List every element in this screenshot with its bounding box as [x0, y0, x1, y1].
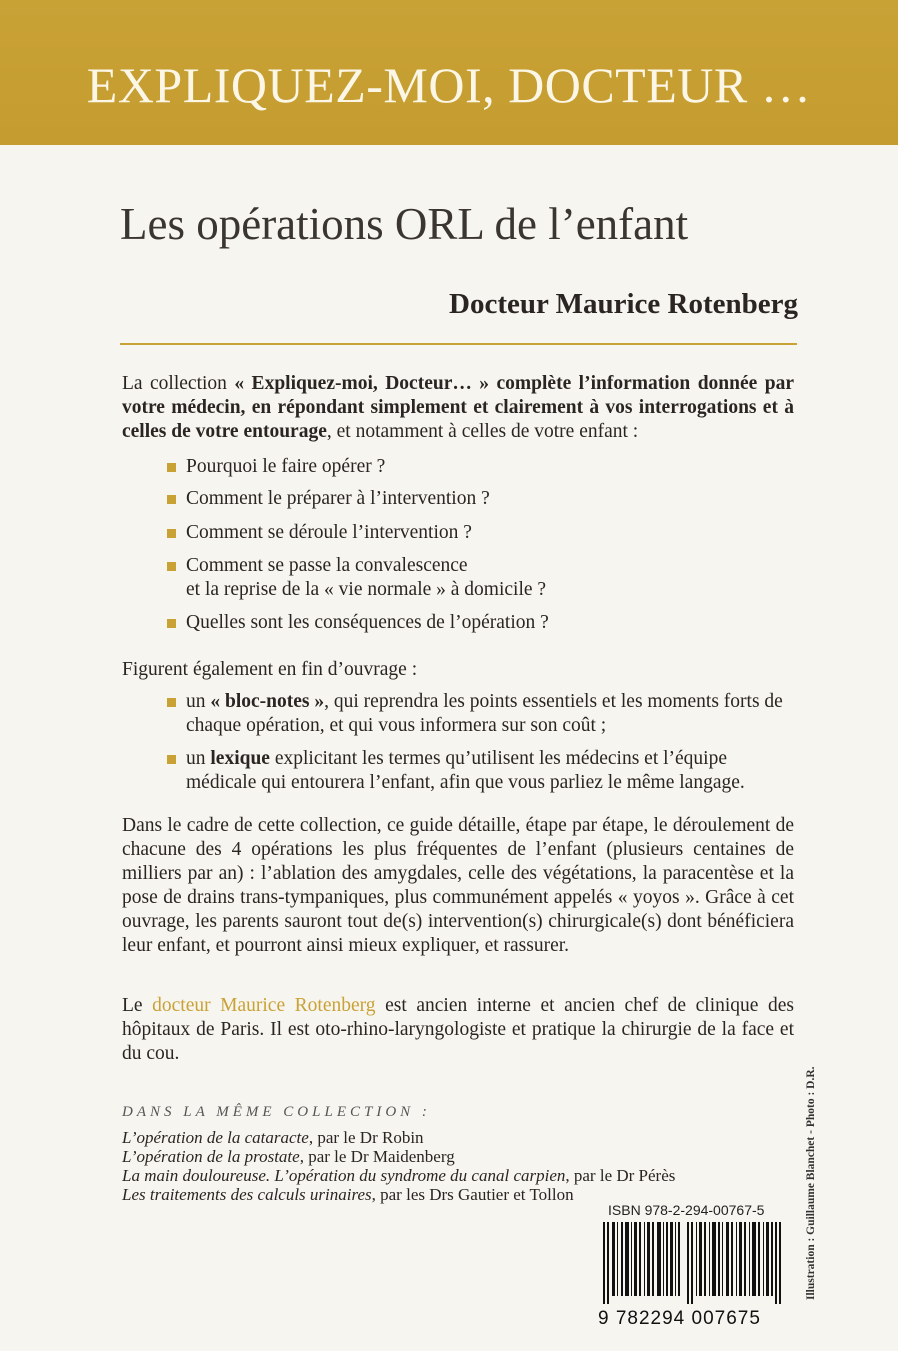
series-title: EXPLIQUEZ-MOI, DOCTEUR … — [86, 57, 812, 113]
bullet-square-icon — [167, 562, 176, 571]
question-text: Quelles sont les conséquences de l’opération ? — [186, 612, 549, 633]
barcode-number: 9 782294 007675 — [598, 1308, 761, 1329]
question-text: Comment se déroule l’intervention ? — [186, 522, 472, 543]
collection-item: L’opération de la cataracte, par le Dr Robin — [122, 1128, 424, 1147]
lexique-term: lexique — [210, 748, 270, 769]
divider-rule — [120, 343, 797, 345]
intro-prefix: La collection — [122, 373, 235, 394]
end-matter-text: un « bloc-notes », qui reprendra les points essentiels et les moments forts de chaque opération, et qui vous informera sur son coût ; — [186, 691, 783, 736]
end-matter-text: un lexique explicitant les termes qu’utilisent les médecins et l’équipe médicale qui entourera l’enfant, afin que vous parliez le même langage. — [186, 748, 745, 793]
question-item — [167, 487, 793, 511]
collection-item: La main douloureuse. L’opération du syndrome du canal carpien, par le Dr Pérès — [122, 1166, 676, 1185]
end-matter-intro: Figurent également en fin d’ouvrage : — [122, 659, 418, 680]
book-author: Docteur Maurice Rotenberg — [449, 288, 798, 320]
isbn: ISBN 978-2-294-00767-5 — [608, 1202, 765, 1218]
question-text: Pourquoi le faire opérer ? — [186, 456, 386, 477]
collection-item: Les traitements des calculs urinaires, par les Drs Gautier et Tollon — [122, 1185, 574, 1204]
bloc-notes-term: « bloc-notes » — [210, 691, 325, 712]
question-item — [167, 455, 793, 479]
question-text: Comment se passe la convalescence — [186, 555, 468, 576]
same-collection-list — [122, 1128, 675, 1204]
author-bio: Le docteur Maurice Rotenberg est ancien interne et ancien chef de clinique des hôpitaux de Paris. Il est oto-rhino-laryngologiste et pratique la chirurgie de la face et du cou. — [122, 995, 794, 1064]
series-banner — [0, 0, 898, 145]
end-matter-item — [167, 747, 793, 795]
bullet-square-icon — [167, 755, 176, 764]
book-title: Les opérations ORL de l’enfant — [120, 199, 689, 249]
intro-bold: « Expliquez-moi, Docteur… » complète l’information donnée par votre médecin, en répondant simplement et clairement à vos interrogations et à celles de votre entourage — [122, 373, 794, 442]
bullet-square-icon — [167, 698, 176, 707]
same-collection-heading: DANS LA MÊME COLLECTION : — [122, 1104, 431, 1120]
bullet-square-icon — [167, 529, 176, 538]
photo-credits: Illustration : Guillaume Blanchet - Photo : D.R. — [805, 1066, 817, 1300]
bullet-square-icon — [167, 495, 176, 504]
intro-suffix: , et notamment à celles de votre enfant : — [326, 421, 639, 442]
author-name-highlight: docteur Maurice Rotenberg — [152, 995, 376, 1016]
question-text-continued: et la reprise de la « vie normale » à domicile ? — [186, 579, 547, 600]
barcode-icon — [603, 1222, 781, 1304]
end-matter-item — [167, 690, 793, 738]
collection-item: L’opération de la prostate, par le Dr Maidenberg — [122, 1147, 455, 1166]
question-item — [167, 521, 793, 545]
bullet-square-icon — [167, 619, 176, 628]
question-text: Comment le préparer à l’intervention ? — [186, 488, 490, 509]
question-item — [167, 611, 793, 635]
description-paragraph: Dans le cadre de cette collection, ce guide détaille, étape par étape, le déroulement de chacune des 4 opérations les plus fréquentes de l’enfant (plusieurs centaines de milliers par an) : l’ablation des amygdales, celle des végétations, la paracentèse et la pose de drains trans-tympaniques, plus communément appelés « yoyos ». Grâce à cet ouvrage, les parents sauront tout de(s) intervention(s) chirurgicale(s) dont bénéficiera leur enfant, et pourront ainsi mieux expliquer, et rassurer. — [122, 815, 794, 956]
bullet-square-icon — [167, 463, 176, 472]
question-item — [167, 554, 793, 602]
intro-paragraph — [122, 372, 794, 444]
